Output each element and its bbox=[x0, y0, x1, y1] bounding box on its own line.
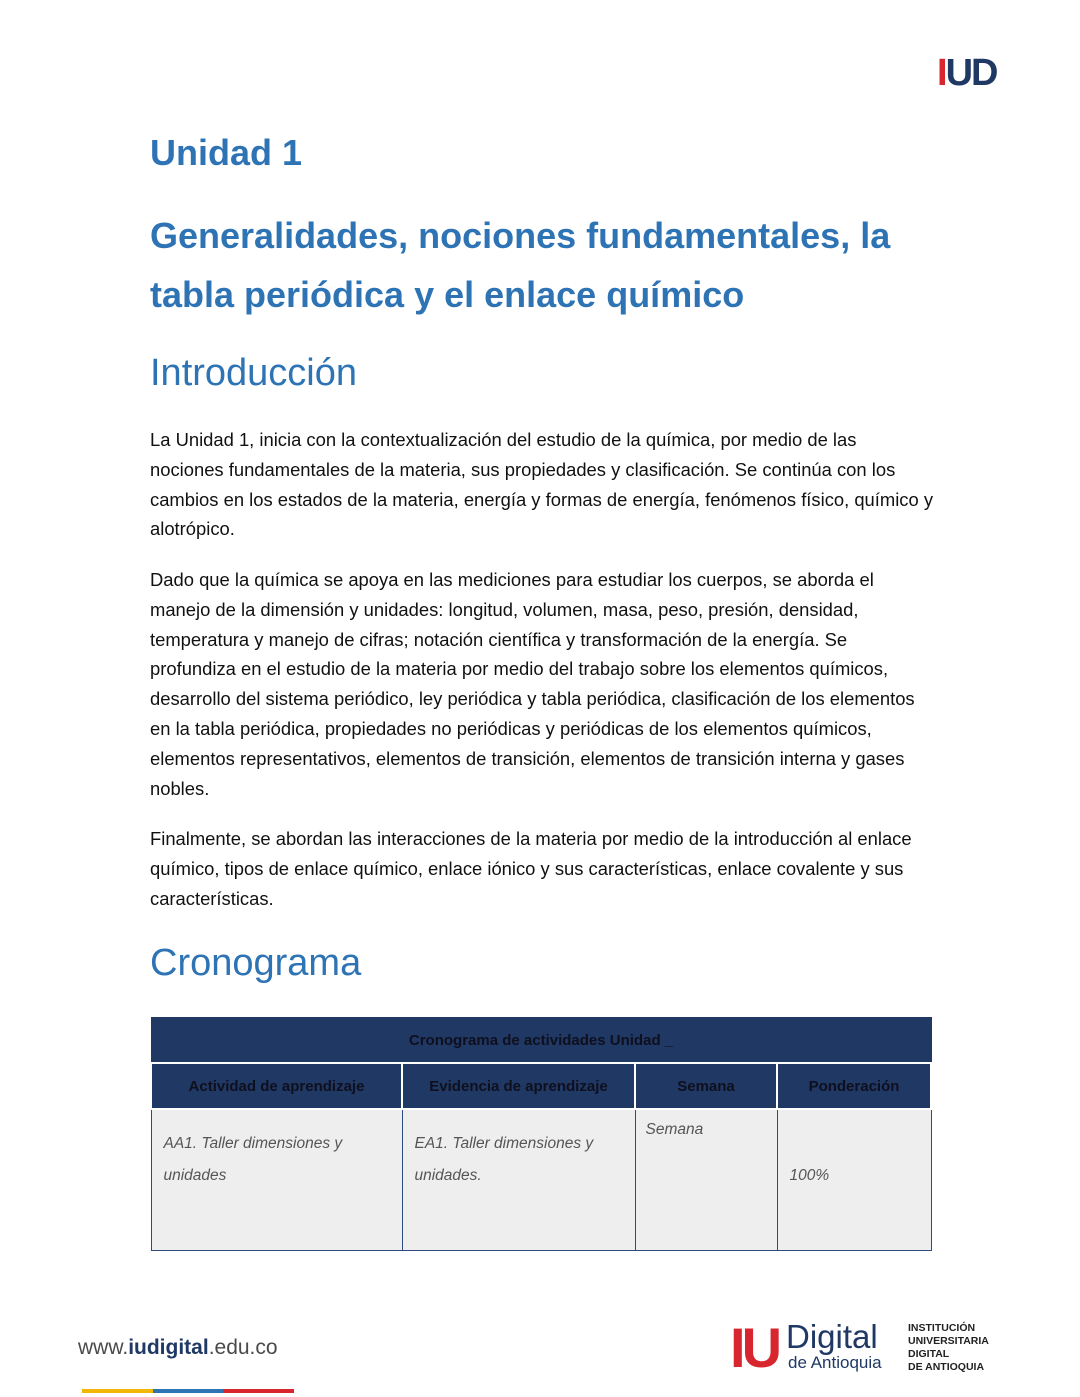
url-suffix: .edu.co bbox=[208, 1336, 278, 1359]
cell-week bbox=[635, 1109, 777, 1251]
schedule-heading: Cronograma bbox=[150, 942, 362, 984]
footer-website-link[interactable] bbox=[78, 1335, 278, 1361]
column-header-week: Semana bbox=[635, 1063, 777, 1109]
column-header-weight: Ponderación bbox=[777, 1063, 931, 1109]
logo-i-letter: I bbox=[937, 52, 946, 94]
intro-paragraph-1: La Unidad 1, inicia con la contextualización del estudio de la química, por medio de las nociones fundamentales de la materia, sus propiedades y clasificación. Se continúa con los cambios en los estados de la materia, energía y formas de energía, fenómenos físico, químico y alotrópico. bbox=[150, 429, 934, 540]
cell-activity bbox=[151, 1109, 402, 1251]
evidence-text: EA1. Taller dimensiones y unidades. bbox=[414, 1135, 594, 1184]
intro-heading: Introducción bbox=[150, 352, 358, 394]
institution-line: UNIVERSITARIA bbox=[908, 1335, 989, 1347]
footer-color-bar bbox=[82, 1389, 294, 1393]
iu-digital-logo bbox=[730, 1316, 1010, 1380]
color-bar-segment bbox=[223, 1389, 294, 1393]
unit-heading: Unidad 1 bbox=[150, 132, 303, 173]
institution-name bbox=[908, 1322, 989, 1374]
schedule-table-header-row bbox=[151, 1063, 931, 1109]
schedule-table-title: Cronograma de actividades Unidad _ bbox=[151, 1018, 931, 1064]
cell-evidence bbox=[402, 1109, 635, 1251]
intro-paragraph-3: Finalmente, se abordan las interacciones de la materia por medio de la introducción al enlace químico, tipos de enlace químico, enlace iónico y sus características, enlace covalente y sus características. bbox=[150, 828, 912, 909]
unit-title: Generalidades, nociones fundamentales, la tabla periódica y el enlace químico bbox=[150, 215, 891, 315]
color-bar-segment bbox=[82, 1389, 153, 1393]
logo-digital-text: Digital bbox=[786, 1318, 878, 1355]
weight-text: 100% bbox=[789, 1167, 830, 1184]
schedule-table-title-row bbox=[151, 1018, 931, 1064]
url-brand: iudigital bbox=[128, 1336, 209, 1359]
activity-text: AA1. Taller dimensiones y unidades bbox=[163, 1135, 343, 1184]
column-header-activity: Actividad de aprendizaje bbox=[151, 1063, 402, 1109]
logo-ud-letters: UD bbox=[945, 52, 997, 94]
url-prefix: www. bbox=[78, 1336, 129, 1359]
week-text: Semana bbox=[645, 1121, 704, 1138]
schedule-table bbox=[150, 1017, 932, 1251]
logo-iu-text: IU bbox=[730, 1316, 779, 1379]
institution-line: DE ANTIOQUIA bbox=[908, 1361, 985, 1373]
intro-paragraph-2: Dado que la química se apoya en las mediciones para estudiar los cuerpos, se aborda el manejo de la dimensión y unidades: longitud, volumen, masa, peso, presión, densidad, temperatura y manejo de cifras; notación científica y transformación de la energía. Se profundiza en el estudio de la materia por medio del trabajo sobre los elementos químicos, desarrollo del sistema periódico, ley periódica y tabla periódica, clasificación de los elementos en la tabla periódica, propiedades no periódicas y periódicas de los elementos químicos, elementos representativos, elementos de transición, elementos de transición interna y gases nobles. bbox=[150, 569, 915, 799]
table-row bbox=[151, 1109, 931, 1251]
institution-line: INSTITUCIÓN bbox=[908, 1322, 976, 1334]
logo-iu-mark bbox=[730, 1316, 779, 1379]
color-bar-segment bbox=[153, 1389, 224, 1393]
logo-antioquia-text: de Antioquia bbox=[788, 1353, 882, 1372]
column-header-evidence: Evidencia de aprendizaje bbox=[402, 1063, 635, 1109]
institution-line: DIGITAL bbox=[908, 1348, 950, 1360]
cell-weight bbox=[777, 1109, 931, 1251]
iud-logo-top bbox=[937, 53, 996, 93]
